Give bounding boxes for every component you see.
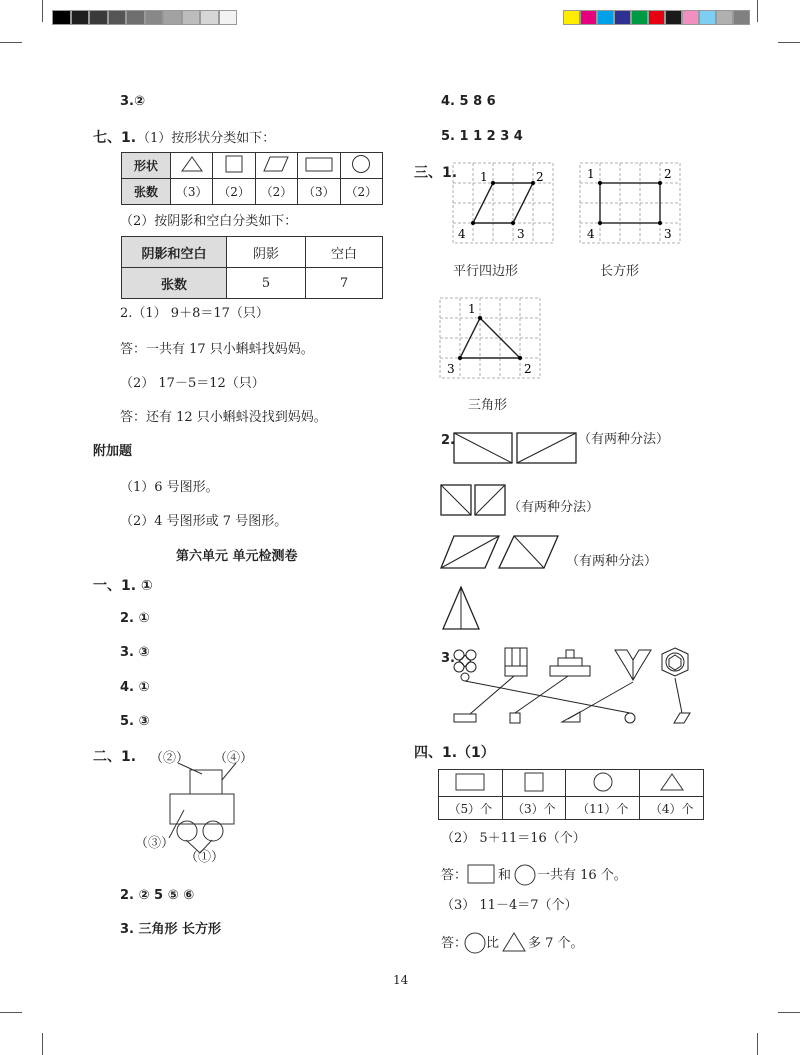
shade-header: 阴影和空白 <box>122 237 227 268</box>
color-swatch <box>648 10 665 25</box>
color-swatch <box>716 10 733 25</box>
square-icon <box>225 155 243 173</box>
point-label: 1 <box>480 170 488 184</box>
point-label: 3 <box>517 227 525 241</box>
point-label: 2 <box>536 170 544 184</box>
color-swatch <box>631 10 648 25</box>
circle-icon <box>593 772 613 792</box>
car-label: （③） <box>135 836 175 851</box>
answer-3: 3.② <box>120 94 145 109</box>
color-swatch <box>597 10 614 25</box>
count-cell: （3）个 <box>502 797 566 820</box>
shape-count-table-2 <box>438 769 704 820</box>
answer-post: 一共有 16 个。 <box>537 868 627 883</box>
square-icon <box>524 772 544 792</box>
matching-figure <box>450 646 700 728</box>
section-3-head: 三、1. <box>414 165 458 181</box>
squares-split <box>440 484 506 516</box>
point-label: 1 <box>587 167 595 181</box>
color-swatch <box>682 10 699 25</box>
section-1-q5: 5. ③ <box>120 714 150 729</box>
parallelograms-split <box>440 535 565 569</box>
grid-parallelogram <box>453 163 553 243</box>
count-cell: （2） <box>213 179 255 205</box>
point-label: 4 <box>458 227 466 241</box>
count-label: 张数 <box>122 268 227 299</box>
color-swatch <box>182 10 201 25</box>
shape-name: 长方形 <box>600 264 640 279</box>
count-cell: （3） <box>298 179 340 205</box>
answer-mid: 和 <box>498 868 512 883</box>
answer-5: 5. 1 1 2 3 4 <box>441 129 523 144</box>
shape-count-table <box>121 152 383 205</box>
shape-name: 平行四边形 <box>453 264 519 279</box>
shaded-count: 5 <box>227 268 306 299</box>
point-label: 4 <box>587 227 595 241</box>
count-cell: （4）个 <box>640 797 704 820</box>
q2-part1: 2.（1） 9＋8＝17（只） <box>120 306 269 321</box>
rectangle-cell <box>298 153 340 179</box>
triangle-cell <box>171 153 213 179</box>
color-swatch <box>563 10 580 25</box>
section-1-q1: 一、1. ① <box>93 578 153 594</box>
section-1-q2: 2. ① <box>120 611 150 626</box>
color-swatch <box>665 10 682 25</box>
shade-table <box>121 236 383 299</box>
count-cell: （2） <box>255 179 297 205</box>
q1-part2: （2）按阴影和空白分类如下： <box>120 214 298 229</box>
point-label: 3 <box>447 362 455 376</box>
shape-name: 三角形 <box>468 398 508 413</box>
grid-rectangle <box>580 163 680 243</box>
section-1-q4: 4. ① <box>120 680 150 695</box>
extra-answer: （1）6 号图形。 <box>120 480 219 495</box>
section-4-head: 四、1.（1） <box>414 745 495 761</box>
triangle-icon <box>502 932 526 952</box>
crop-mark <box>778 42 800 43</box>
answer-prefix: 答： <box>441 936 468 951</box>
car-label: （②） <box>150 751 190 766</box>
color-swatch <box>89 10 108 25</box>
answer-4: 4. 5 8 6 <box>441 94 496 109</box>
answer-text: 答：还有 12 只小蝌蚪没找到妈妈。 <box>120 410 327 425</box>
crop-mark <box>757 0 758 22</box>
circle-cell <box>566 770 640 797</box>
blank-header: 空白 <box>306 237 383 268</box>
answer-mid: 比 <box>486 936 500 951</box>
triangle-icon <box>660 773 684 791</box>
triangle-icon <box>181 156 203 172</box>
count-cell: （11）个 <box>566 797 640 820</box>
grid-triangle <box>440 298 540 378</box>
color-swatch <box>614 10 631 25</box>
point-label: 2 <box>524 362 532 376</box>
crop-mark <box>778 1012 800 1013</box>
color-swatch <box>200 10 219 25</box>
count-cell: （2） <box>340 179 382 205</box>
color-swatch <box>52 10 71 25</box>
q4-part2: （2） 5＋11＝16（个） <box>441 831 586 846</box>
color-swatch <box>733 10 750 25</box>
section-2-q2: 2. ② 5 ⑤ ⑥ <box>120 888 195 903</box>
triangle-cell <box>640 770 704 797</box>
page-number: 14 <box>393 973 409 987</box>
extra-title: 附加题 <box>93 444 133 459</box>
rectangle-icon <box>467 864 495 884</box>
answer-post: 多 7 个。 <box>528 936 584 951</box>
square-cell <box>502 770 566 797</box>
circle-icon <box>464 932 486 954</box>
section-2-head: 二、1. <box>93 749 137 765</box>
shape-label: 形状 <box>122 153 171 179</box>
circle-cell <box>340 153 382 179</box>
color-swatch <box>163 10 182 25</box>
parallelogram-cell <box>255 153 297 179</box>
color-swatch <box>71 10 90 25</box>
square-cell <box>213 153 255 179</box>
note: （有两种分法） <box>508 500 600 515</box>
color-swatch <box>699 10 716 25</box>
shaded-header: 阴影 <box>227 237 306 268</box>
blank-count: 7 <box>306 268 383 299</box>
section-7-head: 七、1. <box>93 130 137 146</box>
crop-mark <box>42 1033 43 1055</box>
triangle-split <box>442 586 482 630</box>
answer-text: 答：一共有 17 只小蝌蚪找妈妈。 <box>120 342 314 357</box>
section-2-q3: 3. 三角形 长方形 <box>120 922 222 937</box>
car-label: （④） <box>214 751 254 766</box>
q4-part3: （3） 11－4＝7（个） <box>441 898 578 913</box>
q1-part1: （1）按形状分类如下： <box>137 131 276 146</box>
rectangles-split <box>453 432 578 464</box>
q3-head: 3. <box>441 651 455 666</box>
count-cell: （3） <box>171 179 213 205</box>
count-cell: （5）个 <box>439 797 503 820</box>
point-label: 2 <box>664 167 672 181</box>
car-label: （①） <box>185 850 225 865</box>
point-label: 1 <box>468 302 476 316</box>
q2-part2: （2） 17－5＝12（只） <box>120 376 265 391</box>
count-label: 张数 <box>122 179 171 205</box>
color-swatch <box>219 10 238 25</box>
answer-prefix: 答： <box>441 868 468 883</box>
circle-icon <box>351 154 371 174</box>
rectangle-icon <box>305 156 333 172</box>
color-swatch <box>126 10 145 25</box>
unit-title: 第六单元 单元检测卷 <box>176 549 298 564</box>
crop-mark <box>757 1033 758 1055</box>
rectangle-cell <box>439 770 503 797</box>
rectangle-icon <box>455 773 485 791</box>
section-1-q3: 3. ③ <box>120 645 150 660</box>
color-swatch <box>108 10 127 25</box>
parallelogram-icon <box>263 156 289 172</box>
crop-mark <box>0 1012 22 1013</box>
point-label: 3 <box>664 227 672 241</box>
circle-icon <box>514 864 536 886</box>
note: （有两种分法） <box>566 554 658 569</box>
note: （有两种分法） <box>578 432 670 447</box>
car-figure <box>150 760 260 860</box>
q2-head: 2. <box>441 433 455 448</box>
color-swatch <box>580 10 597 25</box>
color-swatch <box>145 10 164 25</box>
extra-answer: （2）4 号图形或 7 号图形。 <box>120 514 288 529</box>
crop-mark <box>42 0 43 22</box>
crop-mark <box>0 42 22 43</box>
color-bar <box>563 10 750 25</box>
gray-color-bar <box>52 10 237 25</box>
